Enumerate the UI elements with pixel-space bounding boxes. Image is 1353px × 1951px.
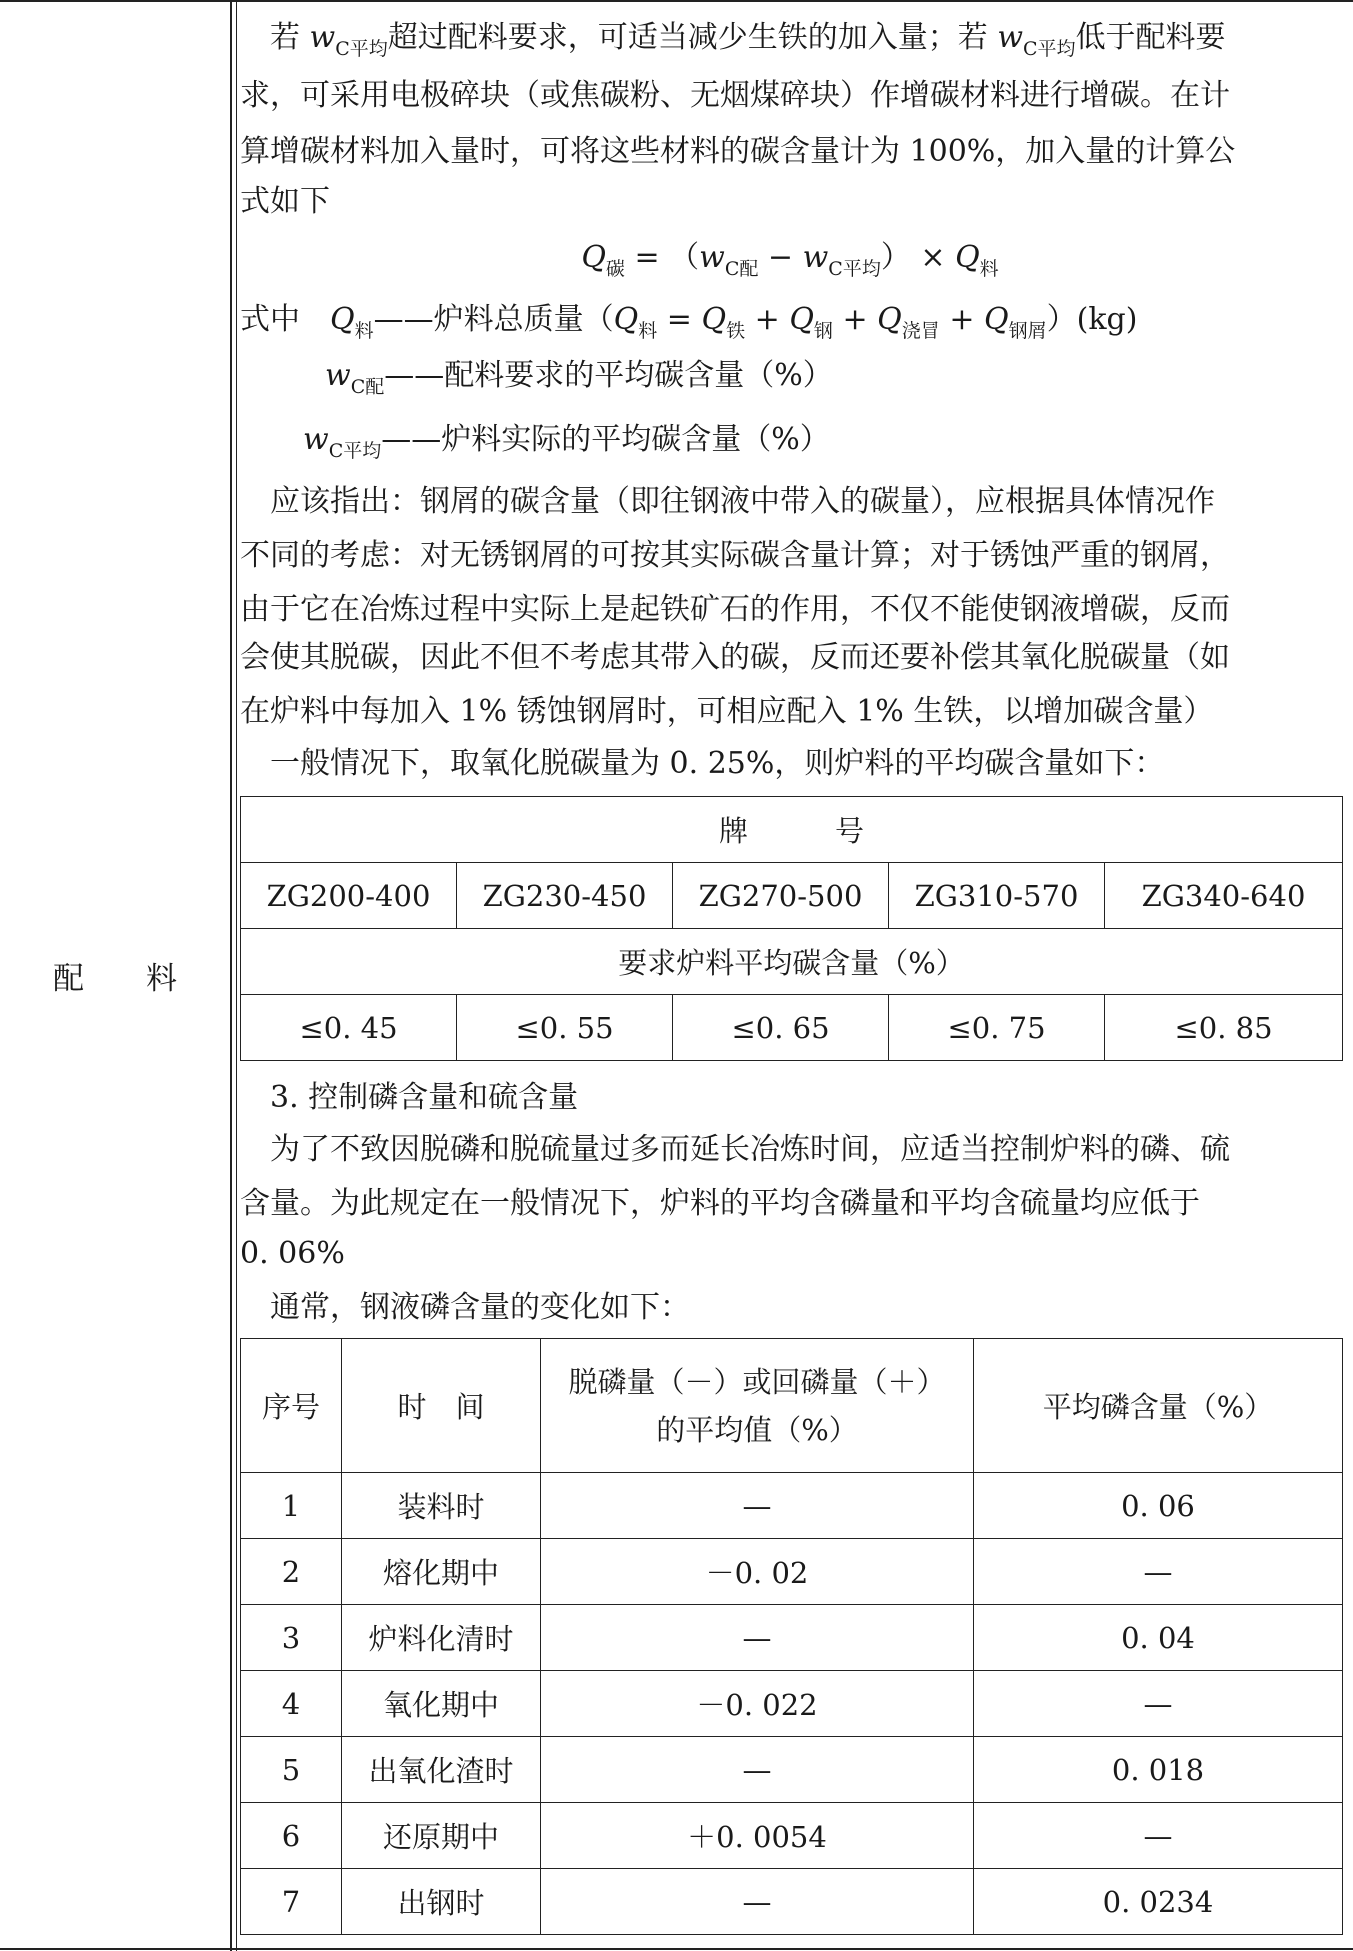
text-run — [240, 484, 270, 519]
table-cell: 3 — [241, 1605, 342, 1671]
grade-cell: ZG270-500 — [673, 863, 889, 929]
note-line-2: 不同的考虑：对无锈钢屑的可按其实际碳含量计算；对于锈蚀严重的钢屑， — [240, 538, 1230, 573]
text-run: 3. 控制磷含量和硫含量 — [270, 1080, 579, 1115]
table-row — [241, 1473, 1343, 1539]
text-run: C平均 — [1023, 38, 1076, 60]
table-cell: 6 — [241, 1803, 342, 1869]
text-run: 浇冒 — [901, 320, 940, 342]
text-run — [240, 1290, 270, 1325]
text-run — [240, 20, 270, 55]
carbon-value-cell: ≤0. 55 — [457, 995, 673, 1061]
text-run: w — [699, 240, 725, 275]
table-cell: 还原期中 — [342, 1803, 541, 1869]
table-cell: 1 — [241, 1473, 342, 1539]
table-cell: 4 — [241, 1671, 342, 1737]
note-line-3: 由于它在冶炼过程中实际上是起铁矿石的作用，不仅不能使钢液增碳，反而 — [240, 592, 1230, 627]
text-run: 碳 — [605, 258, 625, 280]
table-row — [241, 1803, 1343, 1869]
carbon-grade-table — [240, 796, 1343, 1061]
grade-cell: ZG310-570 — [889, 863, 1105, 929]
table-cell: — — [974, 1539, 1343, 1605]
table-row — [241, 1869, 1343, 1935]
text-run: + — [832, 302, 878, 337]
carbon-table-subheader: 要求炉料平均碳含量（%） — [241, 929, 1343, 995]
table-row — [241, 1605, 1343, 1671]
table-cell: 氧化期中 — [342, 1671, 541, 1737]
text-run: − — [758, 240, 803, 275]
carbon-value-cell: ≤0. 75 — [889, 995, 1105, 1061]
table-cell: 出钢时 — [342, 1869, 541, 1935]
table-row — [241, 1671, 1343, 1737]
text-run: ）(kg) — [1046, 302, 1138, 337]
text-run: Q — [581, 240, 606, 275]
table-cell: 熔化期中 — [342, 1539, 541, 1605]
table-cell: 0. 0234 — [974, 1869, 1343, 1935]
section-3-title — [240, 1072, 1340, 1124]
text-run: ——炉料总质量（ — [373, 302, 614, 337]
text-run: w — [802, 240, 829, 275]
text-run: 若 — [270, 20, 310, 55]
note-line-6 — [240, 738, 1340, 790]
table-cell: 5 — [241, 1737, 342, 1803]
paragraph-1-line-2: 求，可采用电极碎块（或焦碳粉、无烟煤碎块）作增碳材料进行增碳。在计 — [240, 78, 1230, 113]
text-run: 通常，钢液磷含量的变化如下： — [270, 1290, 690, 1325]
section-3-line-1 — [240, 1124, 1340, 1176]
table-cell: －0. 02 — [541, 1539, 974, 1605]
column-divider — [230, 0, 232, 1951]
text-run: 低于配料要 — [1075, 20, 1226, 55]
text-run: w — [309, 20, 336, 55]
text-run: C平均 — [828, 258, 881, 280]
header-time: 时 间 — [342, 1339, 541, 1473]
text-run: 钢 — [813, 320, 833, 342]
text-run: Q — [877, 302, 902, 337]
text-run: Q — [789, 302, 814, 337]
table-cell: 2 — [241, 1539, 342, 1605]
text-run: Q — [955, 240, 980, 275]
paragraph-1-line-4: 式如下 — [240, 184, 330, 219]
carbon-value-cell: ≤0. 45 — [241, 995, 457, 1061]
phosphorus-table — [240, 1338, 1343, 1935]
table-cell: 0. 018 — [974, 1737, 1343, 1803]
text-run: 料 — [638, 320, 658, 342]
note-line-4: 会使其脱碳，因此不但不考虑其带入的碳，反而还要补偿其氧化脱碳量（如 — [240, 640, 1230, 675]
table-cell: — — [974, 1803, 1343, 1869]
text-run: Q — [330, 302, 355, 337]
text-run: 应该指出：钢屑的碳含量（即往钢液中带入的碳量），应根据具体情况作 — [270, 484, 1215, 519]
carbon-table-header: 牌 号 — [241, 797, 1343, 863]
text-run: 为了不致因脱磷和脱硫量过多而延长冶炼时间，应适当控制炉料的磷、硫 — [270, 1132, 1230, 1167]
table-cell: — — [541, 1605, 974, 1671]
text-run: Q — [984, 302, 1009, 337]
text-run: + — [939, 302, 984, 337]
table-cell: — — [541, 1737, 974, 1803]
text-run: = — [657, 302, 702, 337]
definition-w-c-average — [303, 414, 1353, 469]
definition-q-material — [240, 294, 1340, 349]
table-cell: 炉料化清时 — [342, 1605, 541, 1671]
text-run: 钢屑 — [1008, 320, 1047, 342]
text-run: w — [997, 20, 1024, 55]
text-run: 料 — [354, 320, 374, 342]
section-3-line-4 — [240, 1282, 1340, 1334]
column-divider-inner — [236, 0, 237, 1951]
table-cell: ＋0. 0054 — [541, 1803, 974, 1869]
text-run: Q — [701, 302, 727, 337]
grade-cell: ZG230-450 — [457, 863, 673, 929]
text-run: C配 — [350, 376, 385, 398]
header-dephos: 脱磷量（－）或回磷量（＋） 的平均值（%） — [541, 1339, 974, 1473]
definition-w-c-config — [325, 350, 1353, 405]
text-run: 超过配料要求，可适当减少生铁的加入量；若 — [387, 20, 998, 55]
table-row — [241, 1539, 1343, 1605]
text-run: ——炉料实际的平均碳含量（%） — [381, 422, 830, 457]
table-cell: — — [541, 1473, 974, 1539]
text-run: 料 — [979, 258, 999, 280]
section-label-cell — [0, 0, 230, 1951]
table-cell: 0. 06 — [974, 1473, 1343, 1539]
text-run — [240, 746, 270, 781]
text-run: 铁 — [726, 320, 746, 342]
paragraph-1-line-1 — [240, 12, 1340, 67]
table-cell: 7 — [241, 1869, 342, 1935]
section-3-line-3: 0. 06% — [240, 1236, 345, 1271]
table-cell: 0. 04 — [974, 1605, 1343, 1671]
section-3-line-2: 含量。为此规定在一般情况下，炉料的平均含磷量和平均含硫量均应低于 — [240, 1186, 1200, 1221]
text-run — [240, 1132, 270, 1167]
text-run: C配 — [724, 258, 759, 280]
text-run: C平均 — [328, 440, 382, 462]
table-cell: — — [541, 1869, 974, 1935]
header-index: 序号 — [241, 1339, 342, 1473]
paragraph-1-line-3: 算增碳材料加入量时，可将这些材料的碳含量计为 100%，加入量的计算公 — [240, 134, 1236, 169]
note-line-1 — [240, 476, 1340, 528]
text-run: C平均 — [335, 38, 388, 60]
table-cell: — — [974, 1671, 1343, 1737]
text-run — [240, 1080, 270, 1115]
text-run: 一般情况下，取氧化脱碳量为 0. 25%，则炉料的平均碳含量如下： — [270, 746, 1165, 781]
section-label: 配 料 — [53, 961, 177, 997]
carbon-value-cell: ≤0. 65 — [673, 995, 889, 1061]
text-run: 式中 — [240, 302, 330, 337]
text-run: Q — [613, 302, 639, 337]
text-run: = （ — [624, 240, 700, 275]
text-run: + — [745, 302, 790, 337]
table-cell: 装料时 — [342, 1473, 541, 1539]
text-run: w — [303, 422, 329, 457]
grade-cell: ZG340-640 — [1105, 863, 1343, 929]
text-run: ——配料要求的平均碳含量（%） — [384, 358, 833, 393]
note-line-5: 在炉料中每加入 1% 锈蚀钢屑时，可相应配入 1% 生铁，以增加碳含量） — [240, 694, 1214, 729]
table-row — [241, 1737, 1343, 1803]
table-cell: 出氧化渣时 — [342, 1737, 541, 1803]
text-run: w — [325, 358, 351, 393]
text-run: ） × — [880, 240, 956, 275]
table-cell: －0. 022 — [541, 1671, 974, 1737]
formula — [240, 232, 1340, 287]
carbon-value-cell: ≤0. 85 — [1105, 995, 1343, 1061]
header-avg-phos: 平均磷含量（%） — [974, 1339, 1343, 1473]
grade-cell: ZG200-400 — [241, 863, 457, 929]
